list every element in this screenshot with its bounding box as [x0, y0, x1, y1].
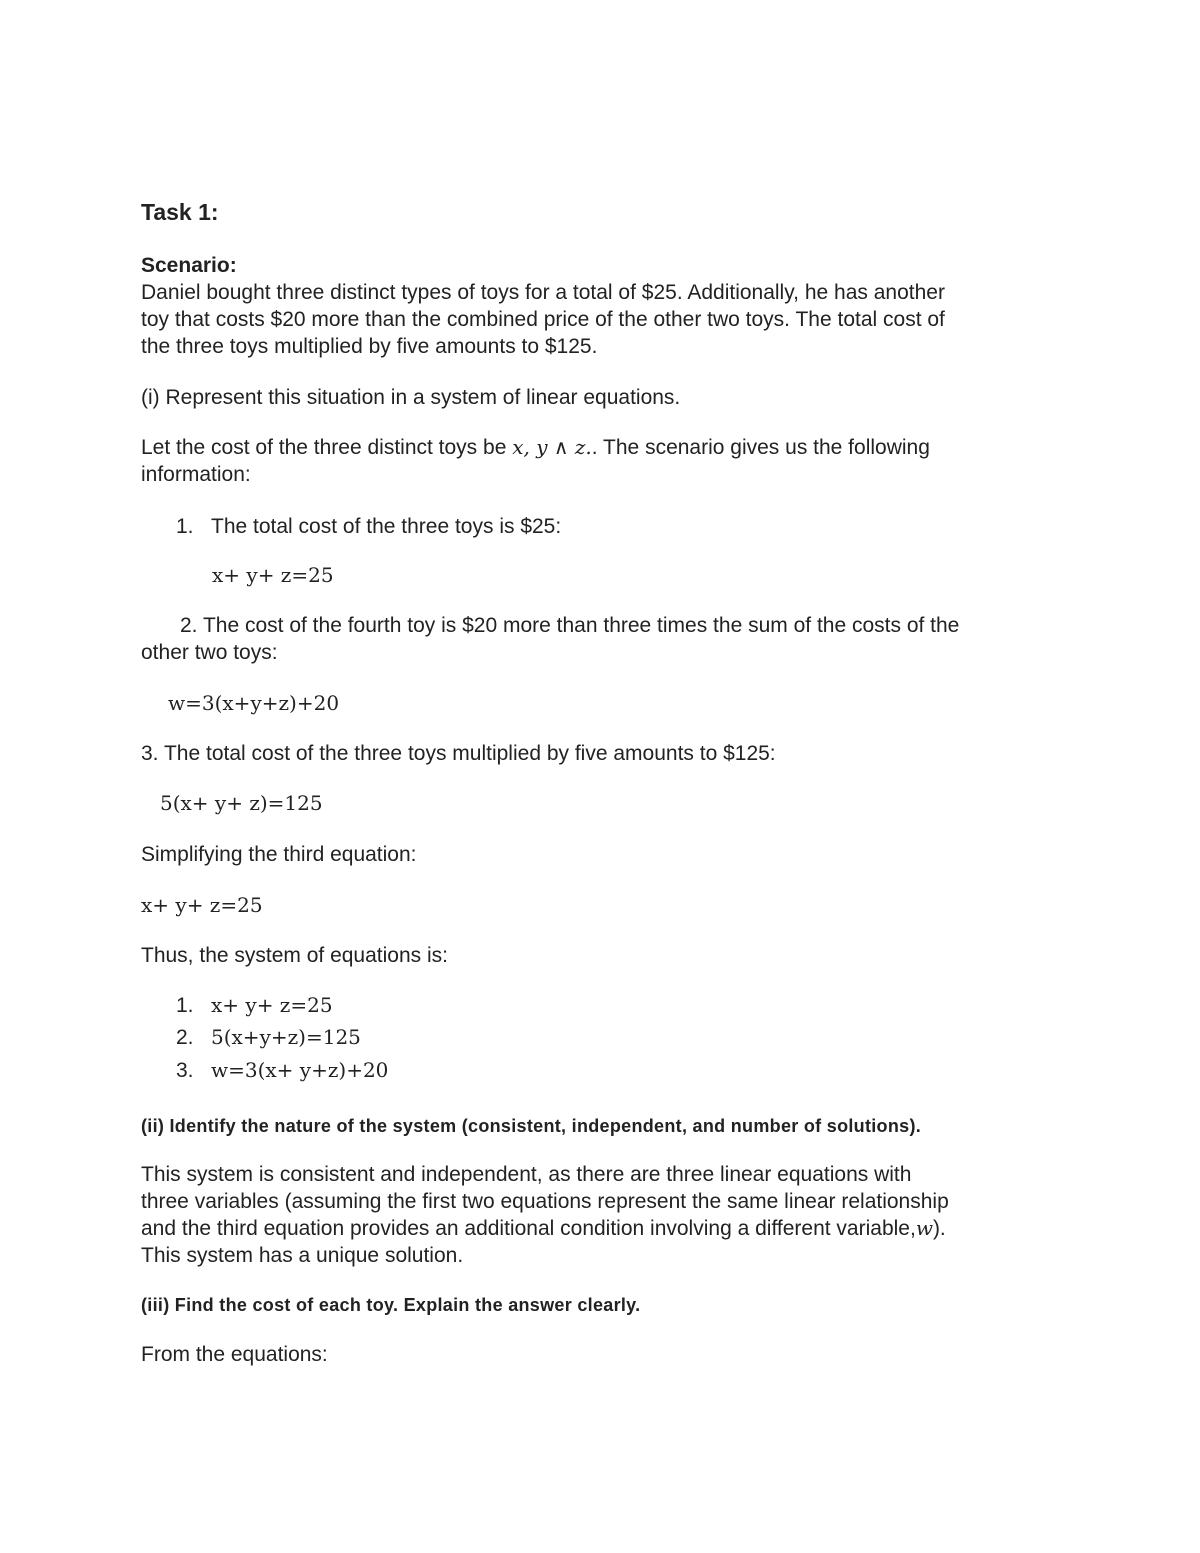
item-1-number: 1.	[176, 515, 194, 538]
simplify-text: Simplifying the third equation:	[141, 843, 417, 866]
scenario-line-2: toy that costs $20 more than the combined price of the other two toys. The total cost of	[141, 308, 945, 331]
system-item-3-equation: w=3(x+ y+z)+20	[211, 1058, 389, 1082]
part-ii-answer-line-3	[141, 1215, 946, 1242]
part-i-question: (i) Represent this situation in a system of linear equations.	[141, 386, 681, 409]
system-item-2-number: 2.	[176, 1026, 194, 1049]
item-2-text: 2. The cost of the fourth toy is $20 more than three times the sum of the costs of the	[180, 614, 960, 637]
let-line-2: information:	[141, 463, 251, 486]
scenario-line-1: Daniel bought three distinct types of toys for a total of $25. Additionally, he has another	[141, 281, 945, 304]
item-2-equation: w=3(x+y+z)+20	[168, 691, 340, 715]
task-title: Task 1:	[141, 199, 219, 225]
let-line-suffix: . The scenario gives us the following	[591, 436, 930, 459]
let-line	[141, 434, 930, 461]
part-ii-close: ).	[932, 1217, 946, 1240]
part-iii-question: (iii) Find the cost of each toy. Explain the answer clearly.	[141, 1295, 641, 1315]
part-ii-answer-line-1: This system is consistent and independent, as there are three linear equations with	[141, 1163, 912, 1186]
item-3-text: 3. The total cost of the three toys multiplied by five amounts to $125:	[141, 742, 776, 765]
system-item-2-equation: 5(x+y+z)=125	[211, 1025, 361, 1049]
from-equations-text: From the equations:	[141, 1343, 328, 1366]
part-ii-answer-line-3-text: and the third equation provides an additional condition involving a different variable,	[141, 1217, 916, 1240]
item-1-equation: x+ y+ z=25	[212, 563, 334, 587]
let-line-variables: x, y ∧ z.	[512, 435, 592, 459]
scenario-heading: Scenario:	[141, 254, 237, 277]
system-intro: Thus, the system of equations is:	[141, 944, 448, 967]
part-ii-answer-line-2: three variables (assuming the first two equations represent the same linear relationship	[141, 1190, 949, 1213]
simplify-equation: x+ y+ z=25	[141, 893, 263, 917]
system-item-1-number: 1.	[176, 994, 194, 1017]
part-ii-variable: w	[915, 1216, 933, 1240]
let-line-prefix: Let the cost of the three distinct toys be	[141, 436, 513, 459]
item-3-equation: 5(x+ y+ z)=125	[160, 791, 323, 815]
scenario-line-3: the three toys multiplied by five amounts to $125.	[141, 335, 598, 358]
system-item-3-number: 3.	[176, 1059, 194, 1082]
part-ii-answer-line-4: This system has a unique solution.	[141, 1244, 464, 1267]
item-2-text-2: other two toys:	[141, 641, 278, 664]
item-1-text: The total cost of the three toys is $25:	[211, 515, 562, 538]
system-item-1-equation: x+ y+ z=25	[211, 993, 333, 1017]
part-ii-question: (ii) Identify the nature of the system (consistent, independent, and number of solutions).	[141, 1116, 922, 1136]
